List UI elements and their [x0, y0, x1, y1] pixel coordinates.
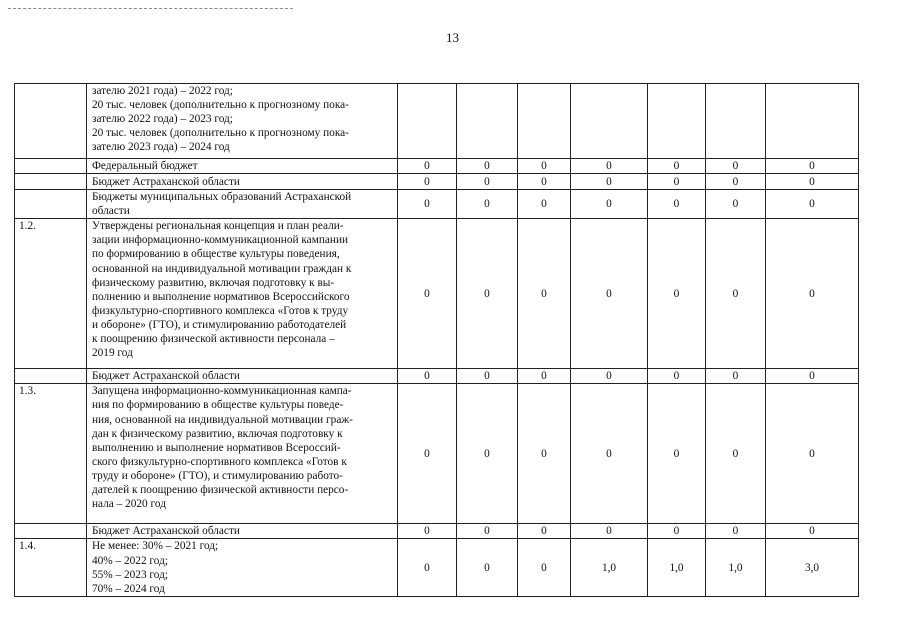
value-cell: 0 — [766, 159, 859, 174]
page-number: 13 — [446, 30, 459, 45]
value-cell: 0 — [518, 219, 571, 369]
row-number-cell: 1.2. — [15, 219, 87, 369]
row-number-cell — [15, 84, 87, 159]
value-cell: 1,0 — [571, 539, 648, 597]
description-line: 40% – 2022 год; — [92, 554, 168, 567]
value-cell: 0 — [766, 369, 859, 384]
row-number-cell — [15, 369, 87, 384]
description-cell — [87, 539, 398, 597]
description-line: выполнению и выполнение нормативов Всероссий- — [92, 441, 341, 454]
description-line: нала – 2020 год — [92, 498, 166, 511]
value-cell — [706, 84, 766, 159]
description-line: 55% – 2023 год; — [92, 568, 168, 581]
table-row — [15, 84, 859, 159]
value-cell: 0 — [571, 384, 648, 524]
value-cell: 0 — [457, 219, 518, 369]
value-cell: 0 — [518, 539, 571, 597]
value-cell: 0 — [457, 190, 518, 219]
value-cell: 0 — [766, 190, 859, 219]
table-row — [15, 190, 859, 219]
value-cell: 0 — [398, 174, 457, 190]
value-cell: 0 — [648, 174, 706, 190]
value-cell: 0 — [766, 524, 859, 539]
description-line: Запущена информационно-коммуникационная кампа- — [92, 385, 352, 398]
value-cell: 0 — [457, 384, 518, 524]
value-cell: 0 — [398, 539, 457, 597]
description-line: физическому развитию, включая подготовку к вы- — [92, 276, 335, 289]
description-cell — [87, 190, 398, 219]
table-row — [15, 174, 859, 190]
value-cell: 0 — [571, 174, 648, 190]
value-cell: 0 — [571, 369, 648, 384]
value-cell: 0 — [518, 524, 571, 539]
row-number-cell — [15, 190, 87, 219]
description-line: Бюджет Астраханской области — [92, 525, 240, 538]
value-cell: 0 — [518, 174, 571, 190]
value-cell — [766, 84, 859, 159]
value-cell: 0 — [571, 219, 648, 369]
value-cell — [571, 84, 648, 159]
description-line: и обороне» (ГТО), и стимулированию работодателей — [92, 318, 347, 331]
value-cell: 0 — [457, 174, 518, 190]
description-line: физкультурно-спортивного комплекса «Готов к труду — [92, 304, 349, 317]
description-cell — [87, 219, 398, 369]
value-cell: 0 — [457, 539, 518, 597]
table-row — [15, 219, 859, 369]
description-cell — [87, 84, 398, 159]
description-line: области — [92, 205, 130, 218]
row-number-cell: 1.4. — [15, 539, 87, 597]
row-number-cell — [15, 524, 87, 539]
value-cell: 0 — [518, 159, 571, 174]
description-line: Бюджет Астраханской области — [92, 175, 240, 188]
table-row — [15, 159, 859, 174]
value-cell: 0 — [398, 369, 457, 384]
description-line: 70% – 2024 год — [92, 582, 165, 595]
description-cell — [87, 384, 398, 524]
value-cell: 0 — [706, 190, 766, 219]
value-cell: 0 — [706, 384, 766, 524]
description-line: Не менее: 30% – 2021 год; — [92, 540, 219, 553]
value-cell: 3,0 — [766, 539, 859, 597]
value-cell: 0 — [457, 159, 518, 174]
table-row — [15, 369, 859, 384]
description-line: труду и обороне» (ГТО), и стимулированию работо- — [92, 469, 343, 482]
value-cell: 0 — [648, 384, 706, 524]
table-row — [15, 539, 859, 597]
description-line: основанной на индивидуальной мотивации граждан к — [92, 262, 352, 275]
value-cell: 1,0 — [648, 539, 706, 597]
value-cell: 0 — [457, 524, 518, 539]
row-number-cell — [15, 159, 87, 174]
value-cell: 0 — [648, 190, 706, 219]
description-cell — [87, 174, 398, 190]
value-cell: 0 — [398, 159, 457, 174]
description-line: Утверждены региональная концепция и план реали- — [92, 220, 344, 233]
value-cell: 0 — [766, 174, 859, 190]
description-line: дан к физическому развитию, включая подготовку к — [92, 427, 343, 440]
description-line: 20 тыс. человек (дополнительно к прогнозному пока- — [92, 99, 349, 112]
value-cell: 1,0 — [706, 539, 766, 597]
table-body — [15, 84, 859, 597]
value-cell: 0 — [398, 524, 457, 539]
value-cell: 0 — [518, 190, 571, 219]
value-cell: 0 — [457, 369, 518, 384]
description-line: зации информационно-коммуникационной кампании — [92, 234, 349, 247]
row-number-cell: 1.3. — [15, 384, 87, 524]
description-line: ния по формированию в обществе культуры поведе- — [92, 399, 344, 412]
description-line: зателю 2023 года) – 2024 год — [92, 141, 230, 154]
description-line: Бюджет Астраханской области — [92, 370, 240, 383]
description-line: по формированию в обществе культуры поведения, — [92, 248, 340, 261]
value-cell: 0 — [766, 219, 859, 369]
value-cell: 0 — [706, 159, 766, 174]
value-cell: 0 — [571, 159, 648, 174]
description-line: полнению и выполнение нормативов Всероссийского — [92, 290, 350, 303]
table-row — [15, 384, 859, 524]
table-row — [15, 524, 859, 539]
description-line: зателю 2021 года) – 2022 год; — [92, 85, 233, 97]
description-line: ния, основанной на индивидуальной мотивации граж- — [92, 413, 353, 426]
value-cell: 0 — [706, 219, 766, 369]
value-cell: 0 — [706, 524, 766, 539]
row-number-cell — [15, 174, 87, 190]
description-line: зателю 2022 года) – 2023 год; — [92, 113, 233, 126]
value-cell: 0 — [766, 384, 859, 524]
description-line: 20 тыс. человек (дополнительно к прогнозному пока- — [92, 127, 349, 140]
value-cell: 0 — [648, 524, 706, 539]
value-cell: 0 — [648, 219, 706, 369]
value-cell: 0 — [398, 219, 457, 369]
description-line: Федеральный бюджет — [92, 160, 198, 172]
description-cell — [87, 524, 398, 539]
description-cell — [87, 159, 398, 174]
description-line: 2019 год — [92, 347, 133, 360]
value-cell: 0 — [648, 369, 706, 384]
description-line: к поощрению физической активности персонала – — [92, 333, 335, 346]
value-cell: 0 — [518, 369, 571, 384]
value-cell — [398, 84, 457, 159]
budget-table — [14, 83, 859, 597]
value-cell: 0 — [398, 190, 457, 219]
value-cell: 0 — [706, 174, 766, 190]
value-cell: 0 — [571, 524, 648, 539]
value-cell — [457, 84, 518, 159]
description-line: ского физкультурно-спортивного комплекса «Готов к — [92, 455, 347, 468]
value-cell: 0 — [648, 159, 706, 174]
value-cell: 0 — [398, 384, 457, 524]
description-line: Бюджеты муниципальных образований Астраханской — [92, 191, 352, 204]
description-cell — [87, 369, 398, 384]
value-cell — [648, 84, 706, 159]
value-cell: 0 — [518, 384, 571, 524]
value-cell: 0 — [571, 190, 648, 219]
scan-artifact-line — [8, 8, 293, 9]
description-line: дателей к поощрению физической активности персо- — [92, 484, 349, 497]
value-cell — [518, 84, 571, 159]
value-cell: 0 — [706, 369, 766, 384]
